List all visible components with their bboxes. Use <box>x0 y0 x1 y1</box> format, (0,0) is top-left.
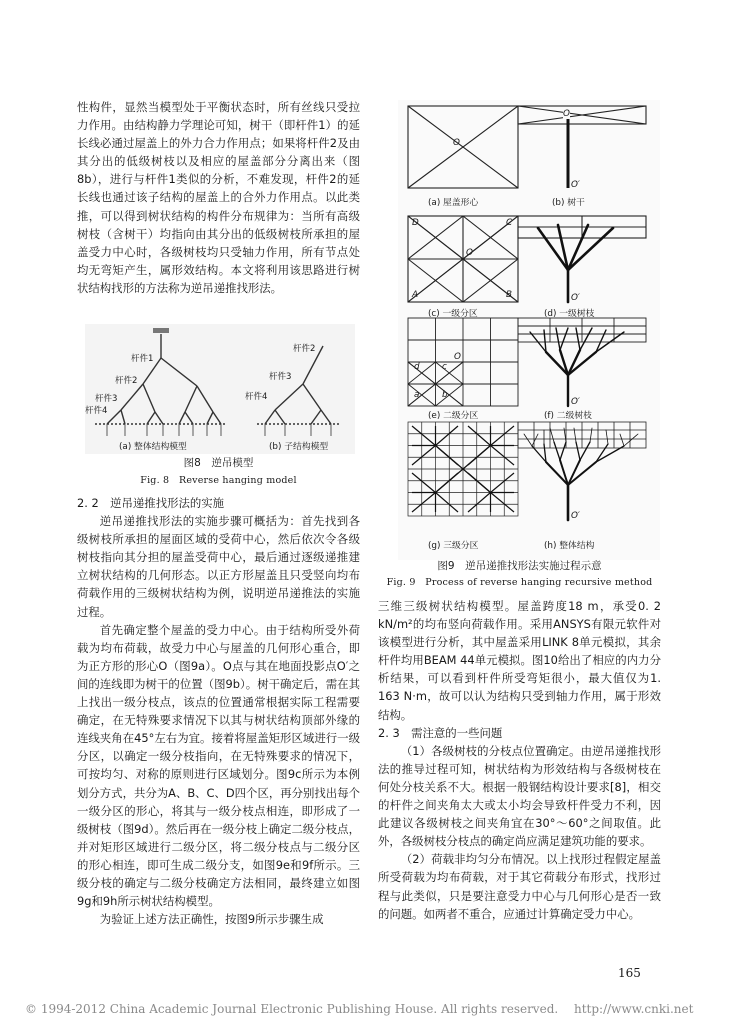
right-para-3: （2）荷载非均匀分布情况。以上找形过程假定屋盖所受荷载为均布荷载，对于其它荷载分布形式，找形过程与此类似，只是要注意受力中心与几何形心是否一致的问题。如两者不重合，应通过计算确定受力中心。 <box>378 852 661 921</box>
fig8-sub-b: (b) 子结构模型 <box>269 442 329 452</box>
fig9c-point-A: A <box>412 290 419 300</box>
fig9e-point-O: O <box>454 352 461 362</box>
left-para-3: 为验证上述方法正确性，按图9所示步骤生成 <box>99 912 324 927</box>
fig9-sub-h: (h) 整体结构 <box>544 541 595 551</box>
fig8-label-a-bar3: 杆件3 <box>95 394 118 404</box>
fig8-label-a-bar1: 杆件1 <box>131 354 154 364</box>
fig8-caption-en: Fig. 8 Reverse hanging model <box>140 475 297 486</box>
fig9c-point-O: O <box>466 248 473 258</box>
fig9-sub-a: (a) 屋盖形心 <box>428 198 479 208</box>
right-para-2: （1）各级树枝的分枝点位置确定。由逆吊递推找形法的推导过程可知，树状结构为形效结构与各级树枝在何处分枝关系不大。根据一般钢结构设计要求[8]，相交的杆件之间夹角太大或太小均会导致杆件受力不利，因此建议各级树枝之间夹角宜在30°～60°之间取值。此外，各级树枝分枝点的确定尚应满足建筑功能的要求。 <box>378 743 661 849</box>
fig9h-point-Oprime: O′ <box>571 511 580 521</box>
intro-paragraph: 性构件，显然当模型处于平衡状态时，所有丝线只受拉力作用。由结构静力学理论可知，树干（即杆件1）的延长线必通过屋盖上的外力合力作用点；如果将杆件2及由其分出的低级树枝以及相应的屋盖部分分离出来（图8b），进行与杆件1类似的分析，不难发现，杆件2的延长线也通过该子结构的屋盖上的合外力作用点。以此类推，可以得到树状结构的构件分布规律为：当所有高级树枝（含树干）均指向由其分出的低级树枝所承担的屋盖受力中心时，各级树枝均只受轴力作用，所有节点处均无弯矩产生，属形效结构。本文将利用该思路进行树状结构找形的方法称为逆吊递推找形法。 <box>77 100 360 295</box>
left-column-body <box>77 494 360 928</box>
figure-9-drawing <box>398 100 660 560</box>
fig9-sub-f: (f) 二级树枝 <box>544 411 592 421</box>
fig8-label-b-bar2: 杆件2 <box>293 344 316 354</box>
left-para-1: 逆吊递推找形法的实施步骤可概括为：首先找到各级树枝所承担的屋面区域的受荷中心，然后依次令各级树枝指向其分担的屋盖受荷中心，最后通过逐级递推建立树状结构的几何形态。以正方形屋盖且只受竖向均布荷载作用的三级树状结构为例，说明逆吊递推法的实施过程。 <box>77 514 360 619</box>
fig8-label-a-bar4: 杆件4 <box>85 406 108 416</box>
section-2-3-title: 2. 3 需注意的一些问题 <box>378 725 503 740</box>
fig9-sub-e: (e) 二级分区 <box>428 411 479 421</box>
fig8-label-b-bar3: 杆件3 <box>269 372 292 382</box>
figure-8 <box>85 324 355 454</box>
fig9-sub-c: (c) 一级分区 <box>428 309 478 319</box>
fig8-caption-zh: 图8 逆吊模型 <box>183 457 254 469</box>
fig9c-point-B: B <box>506 290 513 300</box>
section-2-2-title: 2. 2 逆吊递推找形法的实施 <box>77 496 225 510</box>
fig9c-point-C: C <box>506 218 513 228</box>
fig8-sub-a: (a) 整体结构模型 <box>119 442 187 452</box>
fig9e-point-d: d <box>414 362 420 372</box>
fig9-sub-d: (d) 一级树枝 <box>544 309 595 319</box>
fig9e-point-c: c <box>442 362 447 372</box>
page-number: 165 <box>618 966 641 980</box>
right-para-1: 三维三级树状结构模型。屋盖跨度18 m，承受0. 2 kN/m²的均布竖向荷载作用。采用ANSYS有限元软件对该模型进行分析，其中屋盖采用LINK 8单元模拟，其余杆件均用BEAM 44单元模拟。图10给出了相应的内力分析结果，可以看到杆件所受弯矩很小，最大值仅为1. 163 N·m，故可以认为结构只受到轴力作用，属于形效结构。 <box>378 599 661 722</box>
fig9-sub-g: (g) 三级分区 <box>428 541 479 551</box>
fig9-caption-zh: 图9 逆吊递推找形法实施过程示意 <box>437 560 602 572</box>
fig9b-point-O: O <box>563 109 570 119</box>
fig9e-point-a: a <box>414 390 420 400</box>
right-column-body <box>378 597 661 923</box>
copyright-footer: © 1994-2012 China Academic Journal Electronic Publishing House. All rights reserved. http://www.cnki.net <box>25 1002 694 1016</box>
fig8-label-b-bar4: 杆件4 <box>245 392 268 402</box>
fig9-sub-b: (b) 树干 <box>552 198 585 208</box>
fig9f-point-Oprime: O′ <box>571 397 580 407</box>
fig9d-point-Oprime: O′ <box>571 293 580 303</box>
fig9-caption-en: Fig. 9 Process of reverse hanging recursive method <box>386 577 653 588</box>
figure-9 <box>398 100 660 560</box>
fig9c-point-D: D <box>412 218 419 228</box>
fig9e-point-b: b <box>442 390 448 400</box>
fig8-label-a-bar2: 杆件2 <box>115 376 138 386</box>
fig9a-point-O: O <box>453 138 460 148</box>
fig9b-point-Oprime: O′ <box>571 180 580 190</box>
left-para-2: 首先确定整个屋盖的受力中心。由于结构所受外荷载为均布荷载，故受力中心与屋盖的几何形心重合，即为正方形的形心O（图9a）。O点与其在地面投影点O′之间的连线即为树干的位置（图9b）。树干确定后，需在其上找出一级分枝点，该点的位置通常根据实际工程需要确定，在无特殊要求情况下以其与树状结构顶部外缘的连线夹角在45°左右为宜。接着将屋盖矩形区域进行一级分区，以确定一级分枝指向，在无特殊要求的情况下，可按均匀、对称的原则进行区域划分。图9c所示为本例划分方式，共分为A、B、C、D四个区，再分别找出每个一级分区的形心，将其与一级分枝点相连，即形成了一级树枝（图9d）。然后再在一级分枝上确定二级分枝点，并对矩形区域进行二级分区，将二级分枝点与二级分区的形心相连，即可生成二级分支，如图9e和9f所示。三级分枝的确定与二级分枝确定方法相同，最终建立如图9g和9h所示树状结构模型。 <box>77 622 360 909</box>
left-column <box>77 98 360 297</box>
